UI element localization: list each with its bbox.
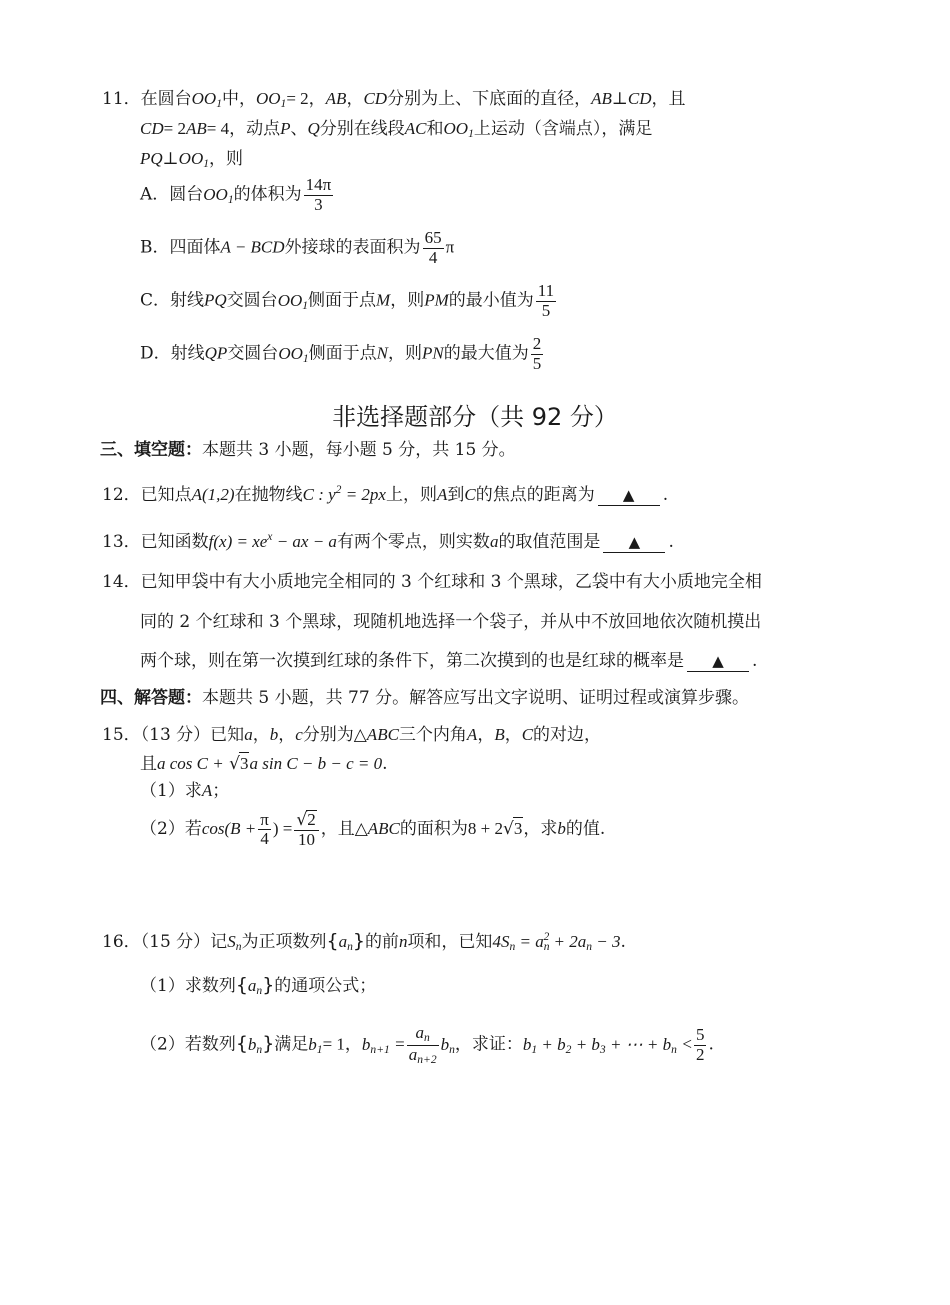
q11-line1: 11．在圆台$OO_1$中，$OO_1= 2$，AB，CD分别为上、下底面的直径，AB⊥CD，且 bbox=[102, 89, 686, 110]
fraction: $\frac{65}{4}$ bbox=[424, 228, 442, 267]
section-4-heading: 四、解答题：本题共 5 小题，共 77 分。解答应写出文字说明、证明过程或演算步骤。 bbox=[100, 688, 750, 708]
q14-line2: 同的 2 个红球和 3 个黑球，现随机地选择一个袋子，并从中不放回地依次随机摸出 bbox=[140, 612, 762, 632]
fraction: $\frac{5}{2}$ bbox=[695, 1024, 705, 1064]
q11-option-d: D．射线QP交圆台$OO_1$侧面于点N，则PN的最大值为 $\frac{2}{5}$ bbox=[140, 334, 542, 373]
q11-option-a: A．圆台$OO_1$的体积为 $\frac{14\pi}{3}$ bbox=[140, 175, 332, 214]
answer-blank: ▲ bbox=[687, 652, 749, 672]
q15-part2: （2）若cos(B + $\frac{\pi}{4}$ ) = $\frac{√2}{10}$ ，且△ABC的面积为8 + 2√3，求b的值. bbox=[140, 809, 606, 849]
fraction: $\frac{√2}{10}$ bbox=[294, 810, 318, 849]
q11-line2: CD= 2AB= 4，动点P、Q分别在线段AC和$OO_1$上运动（含端点），满足 bbox=[140, 119, 653, 140]
fraction: $\frac{11}{5}$ bbox=[537, 281, 555, 320]
q12: 12．已知点A(1,2)在抛物线C : $y^2 = 2px$上，则A到C的焦点的距离为 ▲ . bbox=[102, 483, 669, 505]
fraction: $\frac{14\pi}{3}$ bbox=[305, 175, 332, 214]
q15-part1: （1）求A； bbox=[140, 781, 230, 801]
fraction: $\frac{\pi}{4}$ bbox=[260, 809, 269, 849]
q14-line3: 两个球，则在第一次摸到红球的条件下，第二次摸到的也是红球的概率是 ▲ . bbox=[140, 651, 758, 671]
q15-line1: 15．（13 分）已知a，b，c分别为△ABC三个内角A，B，C的对边， bbox=[102, 725, 602, 745]
section-title: 非选择题部分（共 92 分） bbox=[332, 403, 618, 431]
q11-option-b: B．四面体A − BCD外接球的表面积为 $\frac{65}{4}$ π bbox=[140, 228, 455, 267]
section-3-heading: 三、填空题：本题共 3 小题，每小题 5 分，共 15 分。 bbox=[100, 440, 516, 460]
answer-blank: ▲ bbox=[603, 533, 665, 553]
q11-option-c: C．射线PQ交圆台$OO_1$侧面于点M，则PM的最小值为 $\frac{11}{5}$ bbox=[140, 281, 555, 320]
fraction: $\frac{a_n}{a_{n+2}}$ bbox=[408, 1023, 437, 1066]
q15-line2: 且a cos C + √3a sin C − b − c = 0. bbox=[140, 754, 388, 774]
answer-blank: ▲ bbox=[598, 486, 660, 506]
q16-part2: （2）若数列$\{b_n\}$满足$b_1= 1$，$b_{n+1}$ = $\frac{a_n}{a_{n+2}}$ $b_n$，求证：$b_1 + b_2 + b_3$ + ⋯ + $b_n$ < $\frac{5}{2}$ . bbox=[140, 1023, 714, 1066]
q16-line1: 16．（15 分）记$S_n$为正项数列$\{a_n\}$的前n项和，已知$4S_n = a_n^2 + 2a_n - 3$. bbox=[102, 930, 626, 953]
q11-line3: $PQ\perp OO_1$，则 bbox=[140, 149, 244, 170]
fraction: $\frac{2}{5}$ bbox=[532, 334, 542, 373]
q16-part1: （1）求数列$\{a_n\}$的通项公式； bbox=[140, 974, 377, 997]
q14-line1: 14．已知甲袋中有大小质地完全相同的 3 个红球和 3 个黑球，乙袋中有大小质地完全相 bbox=[102, 572, 762, 592]
q13: 13．已知函数$f(x) = xe^x$ − ax − a有两个零点，则实数a的取值范围是 ▲ . bbox=[102, 530, 674, 552]
